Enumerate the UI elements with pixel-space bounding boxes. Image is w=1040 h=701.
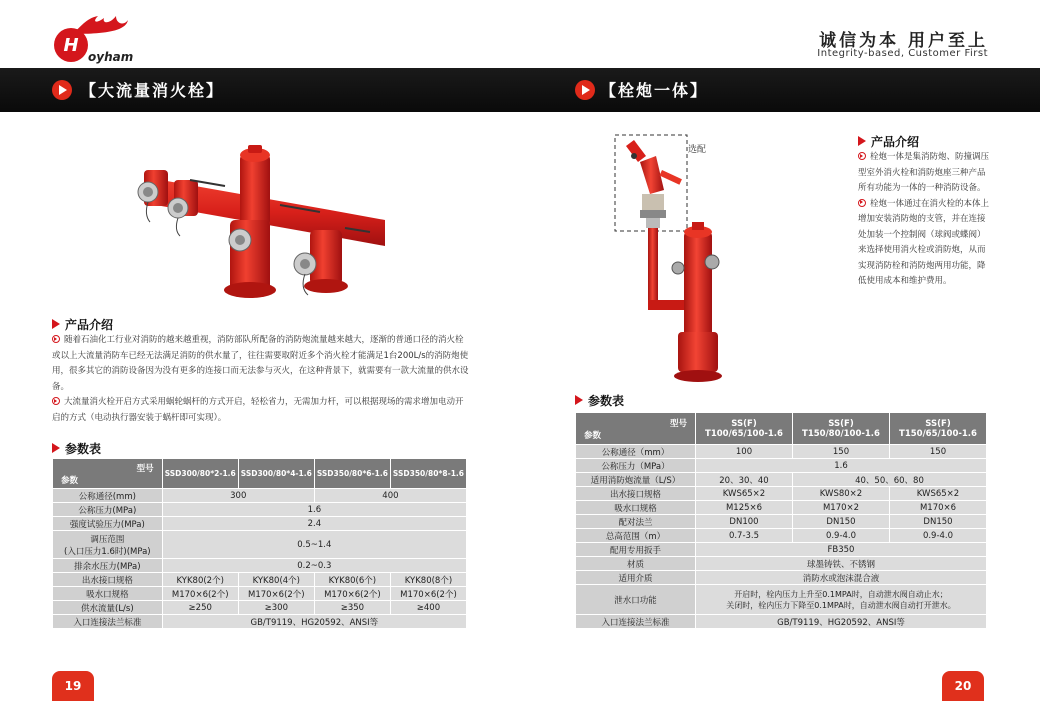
page-number-left: 19 (52, 671, 94, 701)
table-row: 吸水口规格 M170×6(2个) M170×6(2个) M170×6(2个) M170×6(2个) (53, 587, 467, 601)
left-table-title: 参数表 (52, 440, 101, 457)
table-row: 出水接口规格 KWS65×2 KWS80×2 KWS65×2 (576, 487, 987, 501)
bullet-icon (858, 152, 866, 160)
table-row: 配用专用扳手 FB350 (576, 543, 987, 557)
table-row: 出水接口规格 KYK80(2个) KYK80(4个) KYK80(6个) KYK80(8个) (53, 573, 467, 587)
bullet-icon (52, 335, 60, 343)
slogan-chinese: 诚信为本 用户至上 (819, 31, 988, 51)
bullet-icon (858, 199, 866, 207)
right-parameter-table (575, 412, 987, 629)
table-row: 入口连接法兰标准 GB/T9119、HG20592、ANSI等 (53, 615, 467, 629)
table-row: 材质 球墨铸铁、不锈钢 (576, 557, 987, 571)
left-section-title: 【大流量消火栓】 (80, 81, 225, 100)
table-corner: 型号 参数 (576, 413, 696, 445)
model-header: SSD350/80*6-1.6 (314, 459, 390, 489)
intro-paragraph: 随着石油化工行业对消防的越来越重视，消防部队所配备的消防炮流量越来越大，逐渐的普通口径的消火栓或以上大流量消防车已经无法满足消防的供水量了，往往需要取附近多个消火栓才能满足1台200L/s的消防炮使用，很多其它的消防设备因为没有更多的连接口而无法参与灭火，在这种背景下，就需要有一款大流量的供水设备。 (52, 335, 469, 392)
left-parameter-table (52, 458, 467, 629)
large-flow-hydrant-image (130, 140, 400, 305)
table-row: 入口连接法兰标准 GB/T9119、HG20592、ANSI等 (576, 615, 987, 629)
slogan-english: Integrity-based, Customer First (817, 48, 988, 59)
table-row: 总高范围（m） 0.7-3.5 0.9-4.0 0.9-4.0 (576, 529, 987, 543)
table-row: 强度试验压力(MPa) 2.4 (53, 517, 467, 531)
intro-paragraph: 大流量消火栓开启方式采用蜗轮蜗杆的方式开启，轻松省力，无需加力杆，可以根据现场的需求增加电动开启的方式（电动执行器安装于蜗杆即可实现）。 (52, 397, 464, 423)
intro-paragraph: 栓炮一体通过在消火栓的本体上增加安装消防炮的支管，并在连接处加装一个控制阀（球阀或蝶阀）来选择使用消火栓或消防炮，从而实现消防栓和消防炮两用功能，降低使用成本和维护费用。 (858, 198, 990, 286)
model-header: SS(F) T150/65/100-1.6 (890, 413, 987, 445)
page-number-right: 20 (942, 671, 984, 701)
section-band (0, 68, 1040, 112)
play-icon (52, 80, 72, 100)
right-table-title: 参数表 (575, 392, 624, 409)
table-row: 配对法兰 DN100 DN150 DN150 (576, 515, 987, 529)
play-icon (575, 80, 595, 100)
bullet-icon (52, 397, 60, 405)
table-row: 排余水压力(MPa) 0.2~0.3 (53, 559, 467, 573)
model-header: SS(F) T100/65/100-1.6 (696, 413, 793, 445)
table-row: 适用介质 消防水或泡沫混合液 (576, 571, 987, 585)
company-logo (48, 10, 138, 64)
right-intro-text (858, 150, 990, 290)
table-row: 吸水口规格 M125×6 M170×2 M170×6 (576, 501, 987, 515)
left-intro-text (52, 333, 470, 426)
intro-paragraph: 栓炮一体是集消防炮、防撞调压型室外消火栓和消防炮座三种产品所有功能为一体的一种消防设备。 (858, 152, 990, 193)
table-row: 适用消防炮流量（L/S） 20、30、40 40、50、60、80 (576, 473, 987, 487)
model-header: SSD350/80*8-1.6 (390, 459, 466, 489)
table-header-row (53, 459, 467, 489)
right-section-title: 【栓炮一体】 (600, 81, 709, 100)
table-row: 公称压力（MPa） 1.6 (576, 459, 987, 473)
right-intro-title: 产品介绍 (858, 133, 919, 150)
table-row: 调压范围 (入口压力1.6时)(MPa) 0.5~1.4 (53, 531, 467, 559)
model-header: SS(F) T150/80/100-1.6 (793, 413, 890, 445)
table-row: 泄水口功能 开启时，栓内压力上升至0.1MPA时，自动泄水阀自动止水； 关闭时，栓内压力下降至0.1MPA时，自动泄水阀自动打开泄水。 (576, 585, 987, 615)
table-header-row (576, 413, 987, 445)
table-row: 公称通径(mm) 300 400 (53, 489, 467, 503)
model-header: SSD300/80*4-1.6 (238, 459, 314, 489)
hydrant-monitor-image (612, 132, 752, 392)
table-row: 公称压力(MPa) 1.6 (53, 503, 467, 517)
table-corner: 型号 参数 (53, 459, 163, 489)
logo-emblem: H (54, 28, 88, 62)
brand-name: oyham (88, 50, 134, 64)
table-row: 供水流量(L/s) ≥250 ≥300 ≥350 ≥400 (53, 601, 467, 615)
left-intro-title: 产品介绍 (52, 316, 113, 333)
model-header: SSD300/80*2-1.6 (162, 459, 238, 489)
optional-label: 选配 (688, 145, 707, 155)
table-row: 公称通径（mm） 100 150 150 (576, 445, 987, 459)
